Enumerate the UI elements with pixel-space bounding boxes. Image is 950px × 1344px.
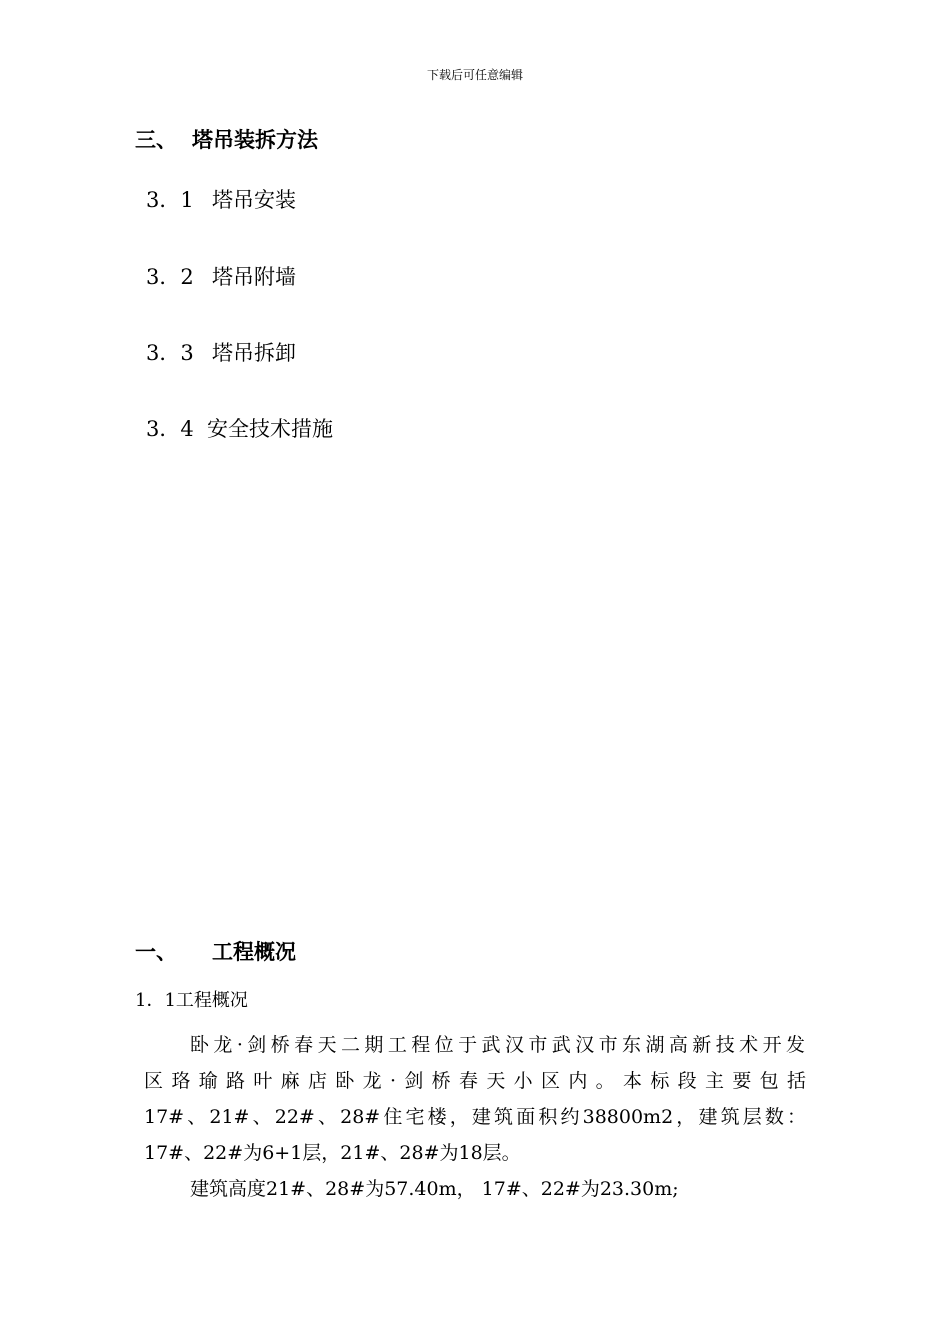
paragraph-line: 17#、22#为6+1层，21#、28#为18层。 bbox=[144, 1142, 521, 1164]
paragraph-line: 卧龙·剑桥春天二期工程位于武汉市武汉市东湖高新技术开发 bbox=[190, 1034, 805, 1056]
toc-item-label: 塔吊附墙 bbox=[212, 265, 296, 289]
section-title: 工程概况 bbox=[212, 940, 296, 964]
paragraph-line: 17#、21#、22#、28#住宅楼，建筑面积约38800m2，建筑层数： bbox=[144, 1106, 806, 1128]
toc-item-label: 安全技术措施 bbox=[207, 417, 333, 441]
section-number: 一、 bbox=[135, 940, 177, 964]
toc-item-number: 3．4 bbox=[146, 417, 194, 441]
toc-item-label: 塔吊拆卸 bbox=[212, 341, 296, 365]
subsection-heading: 1．1工程概况 bbox=[135, 990, 248, 1011]
section-title: 塔吊装拆方法 bbox=[192, 128, 318, 152]
download-watermark: 下载后可任意编辑 bbox=[426, 68, 523, 82]
toc-item-number: 3．1 bbox=[146, 188, 194, 212]
section-number: 三、 bbox=[135, 128, 177, 152]
toc-item-number: 3．3 bbox=[146, 341, 194, 365]
paragraph-line: 区珞瑜路叶麻店卧龙·剑桥春天小区内。本标段主要包括 bbox=[144, 1070, 806, 1092]
toc-item-label: 塔吊安装 bbox=[212, 188, 296, 212]
building-height-line: 建筑高度21#、28#为57.40m， 17#、22#为23.30m; bbox=[190, 1178, 679, 1200]
toc-item-number: 3．2 bbox=[146, 265, 194, 289]
